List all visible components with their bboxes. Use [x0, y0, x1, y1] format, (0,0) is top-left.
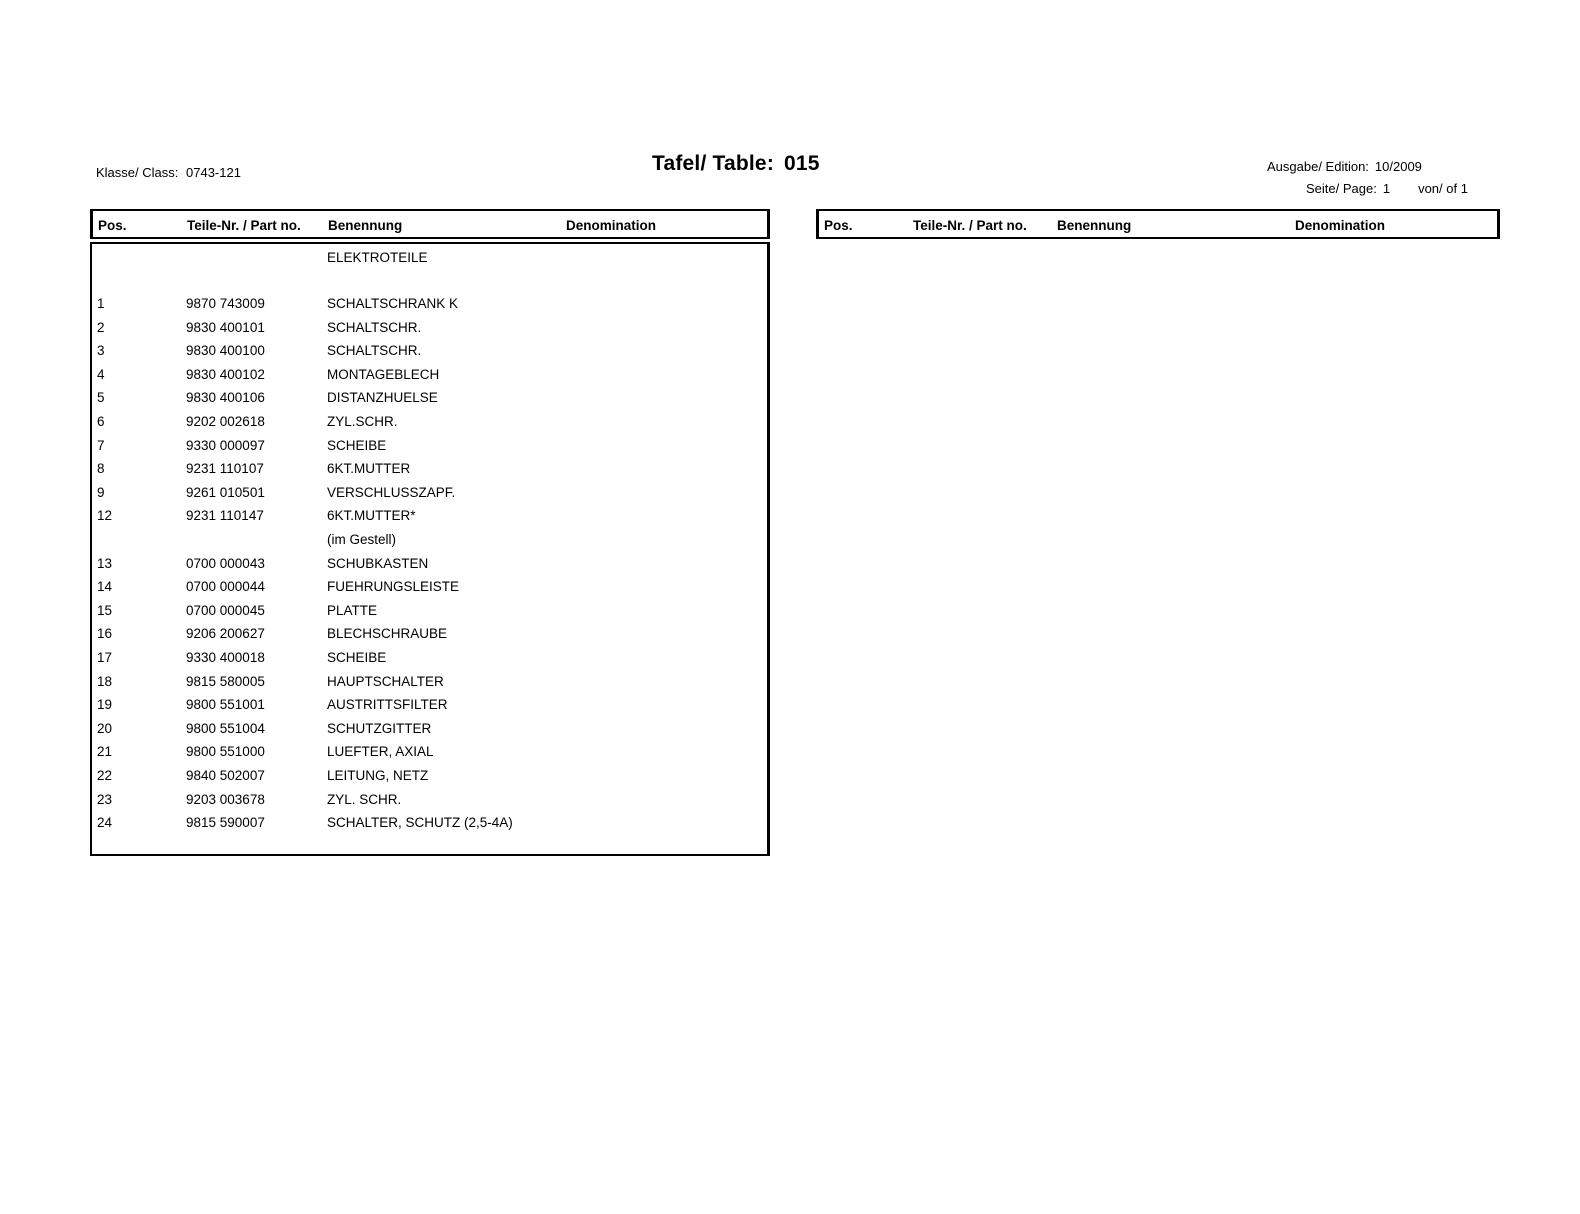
pos-cell: 3	[97, 343, 105, 359]
part-no-cell: 9206 200627	[186, 626, 265, 642]
table-row	[92, 438, 767, 460]
part-no-cell: 9202 002618	[186, 414, 265, 429]
pos-cell: 4	[97, 366, 105, 382]
pos-cell: 22	[97, 768, 113, 783]
benennung-cell: HAUPTSCHALTER	[327, 673, 444, 689]
col-benennung: Benennung	[1057, 218, 1132, 233]
pos-cell: 12	[97, 508, 113, 524]
table-row	[92, 508, 767, 530]
table-row	[92, 650, 767, 672]
part-no-cell: 0700 000043	[186, 555, 265, 571]
section-title-row	[92, 250, 767, 272]
table-row	[92, 343, 767, 365]
table-row	[92, 296, 767, 318]
page-value: 1	[1382, 181, 1391, 196]
benennung-cell: SCHALTSCHR.	[327, 319, 422, 335]
table-row	[92, 532, 767, 554]
part-no-cell: 0700 000045	[186, 602, 265, 618]
part-no-cell: 9261 010501	[186, 484, 265, 500]
table-row	[92, 697, 767, 719]
of-value: 1	[1460, 181, 1468, 196]
pos-cell: 23	[97, 791, 113, 807]
part-no-cell: 9800 551001	[186, 697, 265, 713]
pos-cell: 24	[97, 815, 113, 831]
benennung-cell: (im Gestell)	[327, 532, 397, 547]
pos-cell: 18	[97, 673, 113, 689]
benennung-cell: AUSTRITTSFILTER	[327, 697, 448, 713]
part-no-cell: 9830 400100	[186, 343, 265, 359]
of-label: von/ of	[1418, 181, 1458, 196]
part-no-cell: 9870 743009	[186, 296, 265, 311]
part-no-cell: 9830 400102	[186, 366, 265, 382]
benennung-cell: LEITUNG, NETZ	[327, 768, 429, 783]
benennung-cell: 6KT.MUTTER	[327, 461, 411, 477]
table-row	[92, 721, 767, 743]
part-no-cell: 9231 110147	[186, 508, 264, 524]
part-no-cell: 9330 000097	[186, 437, 265, 453]
class-value: 0743-121	[186, 165, 241, 180]
benennung-cell: PLATTE	[327, 602, 378, 618]
part-no-cell: 0700 000044	[186, 579, 265, 595]
pos-cell: 17	[97, 650, 113, 665]
pos-cell: 16	[97, 626, 113, 642]
benennung-cell: MONTAGEBLECH	[327, 366, 440, 382]
edition-label: Ausgabe/ Edition:	[1267, 159, 1369, 174]
col-part-no: Teile-Nr. / Part no.	[913, 218, 1027, 233]
benennung-cell: SCHALTSCHRANK K	[327, 296, 459, 311]
part-no-cell: 9231 110107	[186, 461, 264, 477]
pos-cell: 21	[97, 744, 113, 760]
table-title	[652, 152, 820, 176]
pos-cell: 20	[97, 720, 113, 736]
part-no-cell: 9800 551004	[186, 720, 265, 736]
benennung-cell: SCHEIBE	[327, 437, 387, 453]
benennung-cell: SCHUBKASTEN	[327, 555, 429, 571]
table-row	[92, 367, 767, 389]
col-part-no: Teile-Nr. / Part no.	[187, 218, 301, 233]
table-row	[92, 320, 767, 342]
benennung-cell: ZYL. SCHR.	[327, 791, 402, 807]
part-no-cell: 9830 400101	[186, 319, 265, 335]
benennung-cell: SCHALTSCHR.	[327, 343, 422, 359]
pos-cell: 19	[97, 697, 113, 713]
table-row	[92, 792, 767, 814]
benennung-cell: SCHEIBE	[327, 650, 387, 665]
table-row	[92, 744, 767, 766]
col-denomination: Denomination	[1295, 218, 1385, 233]
benennung-cell: SCHUTZGITTER	[327, 720, 432, 736]
table-row	[92, 768, 767, 790]
table-number: 015	[784, 152, 820, 175]
section-title: ELEKTROTEILE	[327, 250, 428, 265]
col-denomination: Denomination	[566, 218, 656, 233]
page-label: Seite/ Page:	[1306, 181, 1377, 196]
class-info	[96, 165, 245, 180]
part-no-cell: 9830 400106	[186, 390, 265, 406]
pos-cell: 9	[97, 484, 105, 500]
pos-cell: 8	[97, 461, 105, 477]
pos-cell: 13	[97, 555, 113, 571]
benennung-cell: BLECHSCHRAUBE	[327, 626, 448, 642]
table-row	[92, 390, 767, 412]
table-row	[92, 603, 767, 625]
benennung-cell: VERSCHLUSSZAPF.	[327, 484, 456, 500]
left-column-header	[90, 209, 770, 239]
benennung-cell: FUEHRUNGSLEISTE	[327, 579, 460, 595]
part-no-cell: 9815 590007	[186, 815, 265, 831]
benennung-cell: 6KT.MUTTER*	[327, 508, 416, 524]
parts-list	[90, 242, 770, 856]
part-no-cell: 9330 400018	[186, 650, 265, 665]
part-no-cell: 9815 580005	[186, 673, 265, 689]
table-row	[92, 815, 767, 837]
page-info	[1306, 181, 1468, 196]
table-row	[92, 556, 767, 578]
table-row	[92, 461, 767, 483]
table-row	[92, 674, 767, 696]
part-no-cell: 9800 551000	[186, 744, 265, 760]
benennung-cell: ZYL.SCHR.	[327, 414, 398, 429]
pos-cell: 7	[97, 437, 105, 453]
pos-cell: 1	[97, 296, 105, 311]
table-label: Tafel/ Table:	[652, 152, 775, 175]
table-row	[92, 626, 767, 648]
pos-cell: 15	[97, 602, 113, 618]
right-column-header	[816, 209, 1500, 239]
col-pos: Pos.	[824, 218, 853, 233]
benennung-cell: SCHALTER, SCHUTZ (2,5-4A)	[327, 815, 513, 831]
col-pos: Pos.	[98, 218, 127, 233]
pos-cell: 5	[97, 390, 105, 406]
part-no-cell: 9203 003678	[186, 791, 265, 807]
pos-cell: 14	[97, 579, 113, 595]
table-row	[92, 414, 767, 436]
benennung-cell: LUEFTER, AXIAL	[327, 744, 434, 760]
edition-value: 10/2009	[1374, 159, 1422, 174]
pos-cell: 2	[97, 319, 105, 335]
benennung-cell: DISTANZHUELSE	[327, 390, 438, 406]
col-benennung: Benennung	[328, 218, 403, 233]
table-row	[92, 579, 767, 601]
part-no-cell: 9840 502007	[186, 768, 265, 783]
table-row	[92, 485, 767, 507]
pos-cell: 6	[97, 414, 105, 429]
class-label: Klasse/ Class:	[96, 165, 179, 180]
edition-info	[1267, 159, 1422, 174]
